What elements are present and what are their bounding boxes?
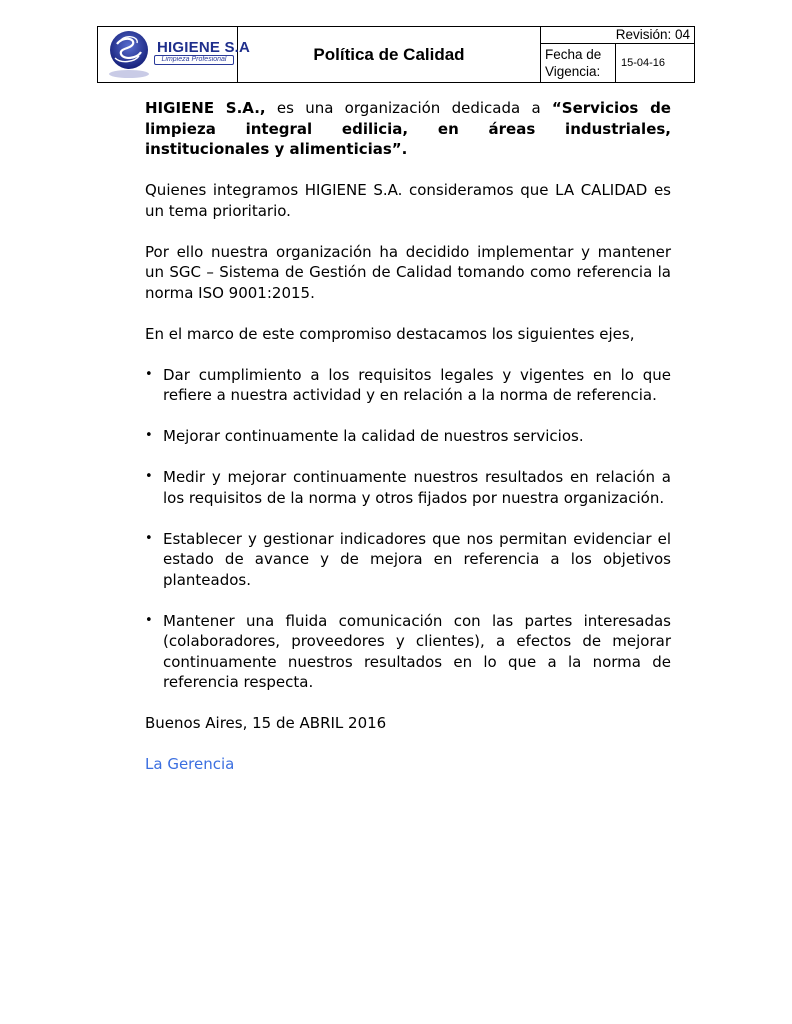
sgc-paragraph: Por ello nuestra organización ha decidido implementar y mantener un SGC – Sistema de Gestión de Calidad tomando como referencia la norma ISO 9001:2015. [145, 242, 671, 302]
services-description: “Servicios de limpieza integral edilicia, en áreas industriales, institucionales y alimenticias”. [145, 99, 671, 158]
list-item-text: Dar cumplimiento a los requisitos legales y vigentes en lo que refiere a nuestra actividad y en relación a la norma de referencia. [163, 365, 671, 404]
list-item-text: Mantener una fluida comunicación con las partes interesadas (colaboradores, proveedores y clientes), a efectos de mejorar continuamente nuestros resultados en lo que a la norma de referencia respecta. [163, 611, 671, 691]
document-header [97, 26, 695, 83]
logo-cell [98, 27, 251, 82]
effective-date-label: Fecha de Vigencia: [541, 44, 616, 82]
logo-emblem-icon [107, 30, 153, 80]
list-item [145, 611, 671, 693]
bullet-icon: • [145, 612, 153, 628]
intro-text: es una organización dedicada a [265, 99, 552, 117]
logo-tagline: Limpieza Profesional [154, 55, 234, 65]
company-name: HIGIENE S.A., [145, 99, 266, 117]
policy-body [145, 98, 671, 795]
bullet-icon: • [145, 530, 153, 546]
list-item-text: Establecer y gestionar indicadores que nos permitan evidenciar el estado de avance y de mejora en referencia a los objetivos planteados. [163, 529, 671, 589]
signature: La Gerencia [145, 755, 235, 773]
list-item-text: Medir y mejorar continuamente nuestros resultados en relación a los requisitos de la norma y otros fijados por nuestra organización. [163, 468, 671, 507]
list-item [145, 426, 671, 447]
company-logo [107, 30, 251, 80]
logo-brand-text: HIGIENE S.A [157, 39, 251, 56]
policy-axes-list [145, 365, 671, 693]
revision-number: Revisión: 04 [541, 27, 694, 44]
list-item [145, 467, 671, 508]
commitment-paragraph: En el marco de este compromiso destacamos los siguientes ejes, [145, 324, 635, 343]
list-item [145, 365, 671, 406]
bullet-icon: • [145, 428, 153, 443]
bullet-icon: • [145, 366, 153, 382]
bullet-icon: • [145, 469, 153, 484]
quality-priority-paragraph: Quienes integramos HIGIENE S.A. consideramos que LA CALIDAD es un tema prioritario. [145, 181, 671, 220]
list-item [145, 529, 671, 591]
intro-paragraph [145, 98, 671, 160]
place-date: Buenos Aires, 15 de ABRIL 2016 [145, 714, 387, 732]
effective-date-value: 15-04-16 [621, 57, 666, 69]
document-title: Política de Calidad [238, 27, 541, 82]
list-item-text: Mejorar continuamente la calidad de nuestros servicios. [163, 427, 584, 445]
